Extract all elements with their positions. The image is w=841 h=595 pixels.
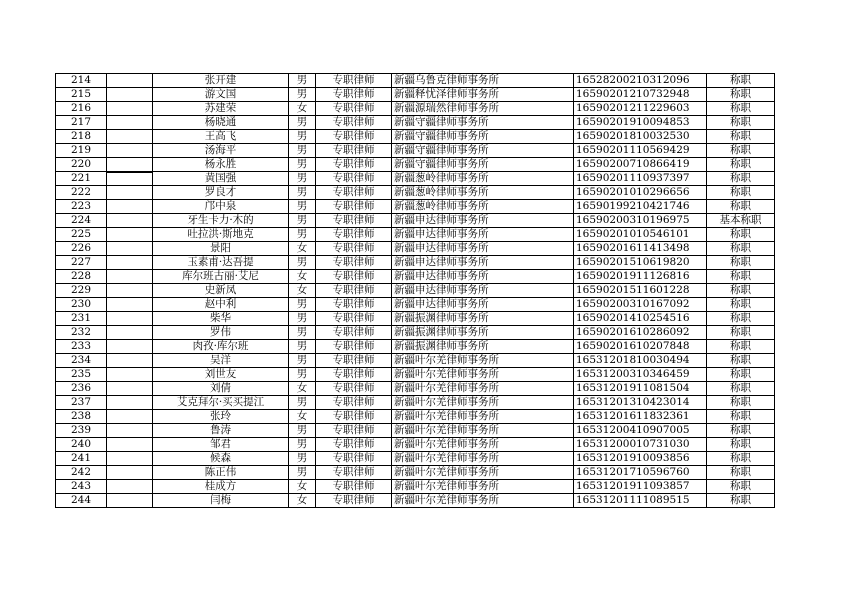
law-firm: 新疆申达律师事务所 [392,270,574,284]
gender: 男 [289,368,316,382]
gender: 女 [289,480,316,494]
blank-cell [107,186,153,200]
table-row [56,466,775,480]
lawyer-name: 邝中泉 [153,200,289,214]
blank-cell [107,214,153,228]
blank-cell [107,480,153,494]
evaluation-result: 称职 [707,88,775,102]
practice-type: 专职律师 [316,214,392,228]
lawyer-name: 陈正伟 [153,466,289,480]
evaluation-result: 称职 [707,256,775,270]
practice-type: 专职律师 [316,200,392,214]
evaluation-result: 称职 [707,312,775,326]
evaluation-result: 称职 [707,130,775,144]
evaluation-result: 称职 [707,410,775,424]
row-number: 238 [56,410,107,424]
row-number: 236 [56,382,107,396]
lawyer-name: 闫梅 [153,494,289,508]
license-number: 16590201210732948 [574,88,707,102]
table-row [56,186,775,200]
row-number: 218 [56,130,107,144]
table-row [56,242,775,256]
license-number: 16590200310167092 [574,298,707,312]
table-row [56,74,775,88]
row-number: 244 [56,494,107,508]
blank-cell [107,340,153,354]
blank-cell [107,242,153,256]
practice-type: 专职律师 [316,466,392,480]
blank-cell [107,144,153,158]
practice-type: 专职律师 [316,354,392,368]
gender: 男 [289,88,316,102]
gender: 男 [289,172,316,186]
row-number: 235 [56,368,107,382]
evaluation-result: 称职 [707,354,775,368]
lawyer-name: 桂成方 [153,480,289,494]
law-firm: 新疆申达律师事务所 [392,214,574,228]
evaluation-result: 称职 [707,200,775,214]
evaluation-result: 称职 [707,186,775,200]
row-number: 217 [56,116,107,130]
lawyer-name: 苏建荣 [153,102,289,116]
row-number: 215 [56,88,107,102]
table-body [56,74,775,508]
practice-type: 专职律师 [316,88,392,102]
lawyer-name: 艾克拜尔·买买提江 [153,396,289,410]
practice-type: 专职律师 [316,74,392,88]
license-number: 16590201510619820 [574,256,707,270]
table-row [56,116,775,130]
law-firm: 新疆葱岭律师事务所 [392,172,574,186]
table-row [56,438,775,452]
law-firm: 新疆葱岭律师事务所 [392,186,574,200]
lawyer-name: 候森 [153,452,289,466]
row-number: 214 [56,74,107,88]
gender: 男 [289,354,316,368]
table-row [56,494,775,508]
practice-type: 专职律师 [316,102,392,116]
blank-cell [107,424,153,438]
row-number: 239 [56,424,107,438]
law-firm: 新疆振渊律师事务所 [392,312,574,326]
table-row [56,340,775,354]
lawyer-name: 张玲 [153,410,289,424]
evaluation-result: 称职 [707,452,775,466]
law-firm: 新疆申达律师事务所 [392,256,574,270]
row-number: 221 [56,172,107,186]
blank-cell [107,158,153,172]
evaluation-result: 称职 [707,326,775,340]
practice-type: 专职律师 [316,452,392,466]
lawyer-name: 库尔班古丽·艾尼 [153,270,289,284]
practice-type: 专职律师 [316,284,392,298]
blank-cell [107,368,153,382]
row-number: 222 [56,186,107,200]
lawyer-name: 柴华 [153,312,289,326]
practice-type: 专职律师 [316,438,392,452]
license-number: 16590201911126816 [574,270,707,284]
license-number: 16590199210421746 [574,200,707,214]
evaluation-result: 称职 [707,424,775,438]
blank-cell [107,284,153,298]
blank-cell [107,130,153,144]
blank-cell [107,270,153,284]
license-number: 16531201911093857 [574,480,707,494]
evaluation-result: 基本称职 [707,214,775,228]
table-row [56,214,775,228]
law-firm: 新疆叶尔羌律师事务所 [392,382,574,396]
law-firm: 新疆叶尔羌律师事务所 [392,438,574,452]
practice-type: 专职律师 [316,312,392,326]
row-number: 242 [56,466,107,480]
lawyer-name: 景阳 [153,242,289,256]
evaluation-result: 称职 [707,74,775,88]
practice-type: 专职律师 [316,410,392,424]
evaluation-result: 称职 [707,116,775,130]
gender: 男 [289,312,316,326]
blank-cell [107,396,153,410]
license-number: 16531201611832361 [574,410,707,424]
evaluation-result: 称职 [707,494,775,508]
blank-cell [107,116,153,130]
lawyer-name: 史新凤 [153,284,289,298]
license-number: 16531201910093856 [574,452,707,466]
gender: 男 [289,158,316,172]
lawyer-name: 游文国 [153,88,289,102]
law-firm: 新疆守疆律师事务所 [392,158,574,172]
table-row [56,256,775,270]
evaluation-result: 称职 [707,480,775,494]
law-firm: 新疆叶尔羌律师事务所 [392,480,574,494]
row-number: 225 [56,228,107,242]
lawyer-name: 王高飞 [153,130,289,144]
lawyer-name: 吐拉洪·斯地克 [153,228,289,242]
evaluation-result: 称职 [707,158,775,172]
law-firm: 新疆守疆律师事务所 [392,130,574,144]
license-number: 16590201110937397 [574,172,707,186]
license-number: 16590201610286092 [574,326,707,340]
law-firm: 新疆振渊律师事务所 [392,326,574,340]
practice-type: 专职律师 [316,326,392,340]
law-firm: 新疆源瑞然律师事务所 [392,102,574,116]
table-row [56,326,775,340]
blank-cell [107,382,153,396]
practice-type: 专职律师 [316,144,392,158]
blank-cell [107,88,153,102]
lawyer-name: 刘倩 [153,382,289,396]
license-number: 16531201111089515 [574,494,707,508]
gender: 男 [289,438,316,452]
evaluation-result: 称职 [707,242,775,256]
practice-type: 专职律师 [316,228,392,242]
practice-type: 专职律师 [316,396,392,410]
law-firm: 新疆申达律师事务所 [392,228,574,242]
table-row [56,368,775,382]
table-row [56,88,775,102]
row-number: 224 [56,214,107,228]
practice-type: 专职律师 [316,256,392,270]
license-number: 16531200410907005 [574,424,707,438]
row-number: 233 [56,340,107,354]
law-firm: 新疆守疆律师事务所 [392,144,574,158]
law-firm: 新疆葱岭律师事务所 [392,200,574,214]
license-number: 16590201010546101 [574,228,707,242]
row-number: 229 [56,284,107,298]
blank-cell [107,438,153,452]
gender: 女 [289,270,316,284]
blank-cell [107,312,153,326]
gender: 男 [289,186,316,200]
evaluation-result: 称职 [707,438,775,452]
gender: 男 [289,200,316,214]
evaluation-result: 称职 [707,270,775,284]
practice-type: 专职律师 [316,172,392,186]
practice-type: 专职律师 [316,480,392,494]
row-number: 231 [56,312,107,326]
lawyer-name: 吴洋 [153,354,289,368]
table-row [56,424,775,438]
table-row [56,200,775,214]
gender: 男 [289,452,316,466]
license-number: 16531200010731030 [574,438,707,452]
lawyer-evaluation-table [55,73,775,508]
evaluation-result: 称职 [707,340,775,354]
practice-type: 专职律师 [316,270,392,284]
gender: 男 [289,116,316,130]
blank-cell [107,410,153,424]
lawyer-name: 汤海平 [153,144,289,158]
law-firm: 新疆叶尔羌律师事务所 [392,354,574,368]
evaluation-result: 称职 [707,298,775,312]
practice-type: 专职律师 [316,130,392,144]
blank-cell [107,172,153,186]
law-firm: 新疆叶尔羌律师事务所 [392,410,574,424]
law-firm: 新疆乌鲁克律师事务所 [392,74,574,88]
table-row [56,480,775,494]
law-firm: 新疆叶尔羌律师事务所 [392,494,574,508]
gender: 男 [289,74,316,88]
evaluation-result: 称职 [707,102,775,116]
gender: 男 [289,228,316,242]
license-number: 16531201810030494 [574,354,707,368]
blank-cell [107,74,153,88]
lawyer-name: 张开建 [153,74,289,88]
license-number: 16590201610207848 [574,340,707,354]
divider-line [106,172,152,173]
law-firm: 新疆申达律师事务所 [392,298,574,312]
table-row [56,382,775,396]
license-number: 16590200710866419 [574,158,707,172]
blank-cell [107,256,153,270]
law-firm: 新疆释忧泽律师事务所 [392,88,574,102]
law-firm: 新疆叶尔羌律师事务所 [392,466,574,480]
lawyer-name: 玉素甫·达吾提 [153,256,289,270]
gender: 男 [289,144,316,158]
blank-cell [107,228,153,242]
evaluation-result: 称职 [707,368,775,382]
row-number: 243 [56,480,107,494]
gender: 男 [289,396,316,410]
license-number: 16528200210312096 [574,74,707,88]
evaluation-result: 称职 [707,284,775,298]
row-number: 234 [56,354,107,368]
lawyer-name: 赵中利 [153,298,289,312]
blank-cell [107,494,153,508]
law-firm: 新疆振渊律师事务所 [392,340,574,354]
lawyer-name: 杨永胜 [153,158,289,172]
row-number: 216 [56,102,107,116]
evaluation-result: 称职 [707,172,775,186]
lawyer-name: 牙生卡力·木的 [153,214,289,228]
evaluation-result: 称职 [707,466,775,480]
law-firm: 新疆申达律师事务所 [392,284,574,298]
license-number: 16531201710596760 [574,466,707,480]
law-firm: 新疆叶尔羌律师事务所 [392,396,574,410]
blank-cell [107,452,153,466]
row-number: 223 [56,200,107,214]
evaluation-result: 称职 [707,382,775,396]
blank-cell [107,466,153,480]
gender: 男 [289,214,316,228]
law-firm: 新疆守疆律师事务所 [392,116,574,130]
license-number: 16590201410254516 [574,312,707,326]
license-number: 16590201110569429 [574,144,707,158]
license-number: 16531201911081504 [574,382,707,396]
law-firm: 新疆叶尔羌律师事务所 [392,368,574,382]
lawyer-name: 刘世友 [153,368,289,382]
license-number: 16590201611413498 [574,242,707,256]
row-number: 220 [56,158,107,172]
table-row [56,172,775,186]
license-number: 16590201211229603 [574,102,707,116]
blank-cell [107,200,153,214]
license-number: 16590201511601228 [574,284,707,298]
practice-type: 专职律师 [316,116,392,130]
practice-type: 专职律师 [316,158,392,172]
table-row [56,130,775,144]
table-row [56,228,775,242]
row-number: 240 [56,438,107,452]
row-number: 230 [56,298,107,312]
practice-type: 专职律师 [316,298,392,312]
gender: 女 [289,284,316,298]
practice-type: 专职律师 [316,242,392,256]
license-number: 16590200310196975 [574,214,707,228]
table-row [56,312,775,326]
blank-cell [107,102,153,116]
lawyer-name: 罗伟 [153,326,289,340]
practice-type: 专职律师 [316,424,392,438]
gender: 男 [289,340,316,354]
lawyer-name: 鲁涛 [153,424,289,438]
table-row [56,102,775,116]
license-number: 16531200310346459 [574,368,707,382]
license-number: 16590201810032530 [574,130,707,144]
table-row [56,158,775,172]
gender: 男 [289,256,316,270]
lawyer-name: 邹君 [153,438,289,452]
gender: 女 [289,494,316,508]
gender: 女 [289,102,316,116]
evaluation-result: 称职 [707,396,775,410]
gender: 男 [289,424,316,438]
evaluation-result: 称职 [707,228,775,242]
gender: 男 [289,298,316,312]
gender: 男 [289,326,316,340]
gender: 男 [289,466,316,480]
license-number: 16531201310423014 [574,396,707,410]
gender: 男 [289,130,316,144]
blank-cell [107,298,153,312]
table-row [56,354,775,368]
row-number: 237 [56,396,107,410]
table-row [56,270,775,284]
blank-cell [107,326,153,340]
gender: 女 [289,410,316,424]
blank-cell [107,354,153,368]
law-firm: 新疆申达律师事务所 [392,242,574,256]
row-number: 241 [56,452,107,466]
evaluation-result: 称职 [707,144,775,158]
practice-type: 专职律师 [316,494,392,508]
law-firm: 新疆叶尔羌律师事务所 [392,452,574,466]
gender: 女 [289,382,316,396]
row-number: 232 [56,326,107,340]
license-number: 16590201010296656 [574,186,707,200]
practice-type: 专职律师 [316,368,392,382]
practice-type: 专职律师 [316,340,392,354]
row-number: 227 [56,256,107,270]
practice-type: 专职律师 [316,382,392,396]
table-row [56,410,775,424]
table-row [56,144,775,158]
row-number: 219 [56,144,107,158]
table-row [56,284,775,298]
license-number: 16590201910094853 [574,116,707,130]
practice-type: 专职律师 [316,186,392,200]
row-number: 226 [56,242,107,256]
table-row [56,396,775,410]
lawyer-name: 肉孜·库尔班 [153,340,289,354]
lawyer-name: 杨晓通 [153,116,289,130]
gender: 女 [289,242,316,256]
lawyer-name: 罗良才 [153,186,289,200]
lawyer-name: 黄国强 [153,172,289,186]
table-row [56,298,775,312]
table-row [56,452,775,466]
law-firm: 新疆叶尔羌律师事务所 [392,424,574,438]
row-number: 228 [56,270,107,284]
